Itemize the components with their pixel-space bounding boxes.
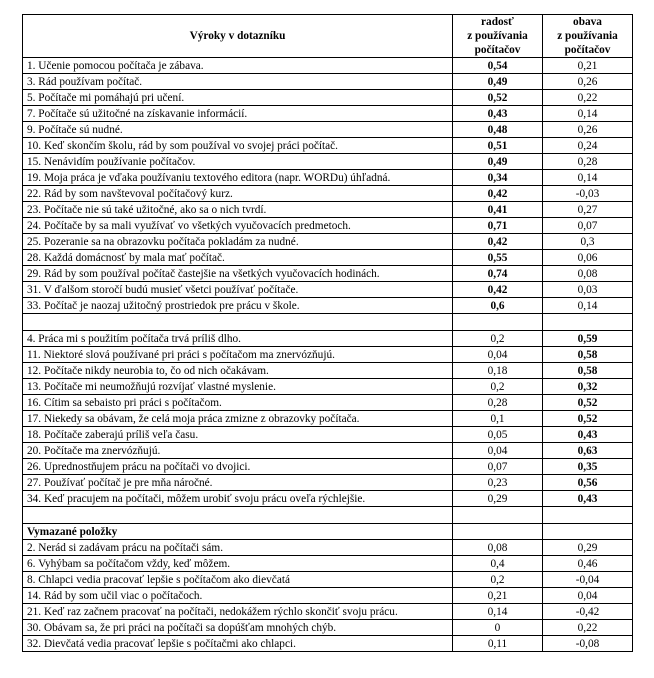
table-row (23, 282, 633, 298)
joy-value-cell: 0,04 (453, 443, 543, 459)
header-fear-line-1: obava (573, 16, 602, 28)
fear-value-cell: 0,22 (543, 90, 633, 106)
joy-value-cell: 0,07 (453, 459, 543, 475)
fear-value-cell: 0,14 (543, 106, 633, 122)
statement-cell: 9. Počítače sú nudné. (23, 122, 453, 138)
spacer-row (23, 314, 633, 331)
joy-value-cell: 0,34 (453, 170, 543, 186)
statement-cell: 29. Rád by som používal počítač častejšie na všetkých vyučovacích hodinách. (23, 266, 453, 282)
statement-cell: 24. Počítače by sa mali využívať vo všetkých vyučovacích predmetoch. (23, 218, 453, 234)
joy-value-cell: 0 (453, 620, 543, 636)
joy-value-cell: 0,51 (453, 138, 543, 154)
statement-cell: 14. Rád by som učil viac o počítačoch. (23, 588, 453, 604)
joy-value-cell: 0,2 (453, 572, 543, 588)
statement-cell: 33. Počítač je naozaj užitočný prostriedok pre prácu v škole. (23, 298, 453, 314)
fear-value-cell: 0,29 (543, 540, 633, 556)
joy-value-cell: 0,04 (453, 347, 543, 363)
joy-value-cell: 0,05 (453, 427, 543, 443)
table-row (23, 604, 633, 620)
statement-cell: 17. Niekedy sa obávam, že celá moja práca zmizne z obrazovky počítača. (23, 411, 453, 427)
table-row (23, 138, 633, 154)
joy-value-cell: 0,11 (453, 636, 543, 652)
statement-cell: 3. Rád používam počítač. (23, 74, 453, 90)
fear-value-cell: 0,26 (543, 122, 633, 138)
table-row (23, 572, 633, 588)
joy-value-cell: 0,42 (453, 234, 543, 250)
fear-value-cell: 0,08 (543, 266, 633, 282)
fear-value-cell: 0,3 (543, 234, 633, 250)
statement-cell: 26. Uprednostňujem prácu na počítači vo dvojici. (23, 459, 453, 475)
fear-value-cell: 0,06 (543, 250, 633, 266)
fear-value-cell: 0,43 (543, 491, 633, 507)
fear-value-cell: 0,26 (543, 74, 633, 90)
table-row (23, 218, 633, 234)
joy-value-cell: 0,1 (453, 411, 543, 427)
fear-value-cell: 0,58 (543, 363, 633, 379)
statement-cell: 28. Každá domácnosť by mala mať počítač. (23, 250, 453, 266)
empty-cell (453, 314, 543, 331)
statement-cell: 15. Nenávidím používanie počítačov. (23, 154, 453, 170)
fear-value-cell: 0,14 (543, 298, 633, 314)
statement-cell: 18. Počítače zaberajú príliš veľa času. (23, 427, 453, 443)
joy-value-cell: 0,74 (453, 266, 543, 282)
table-row (23, 202, 633, 218)
statement-cell: 2. Nerád si zadávam prácu na počítači sám. (23, 540, 453, 556)
table-row (23, 379, 633, 395)
statement-cell: 22. Rád by som navštevoval počítačový kurz. (23, 186, 453, 202)
table-row (23, 475, 633, 491)
removed-section-row (23, 524, 633, 540)
table-row (23, 170, 633, 186)
table-row (23, 331, 633, 347)
table-row (23, 58, 633, 74)
joy-value-cell: 0,43 (453, 106, 543, 122)
statement-cell: 21. Keď raz začnem pracovať na počítači, nedokážem rýchlo skončiť svoju prácu. (23, 604, 453, 620)
table-row (23, 636, 633, 652)
statement-cell: 23. Počítače nie sú také užitočné, ako sa o nich tvrdí. (23, 202, 453, 218)
joy-value-cell: 0,21 (453, 588, 543, 604)
fear-value-cell: 0,24 (543, 138, 633, 154)
statement-cell: 7. Počítače sú užitočné na získavanie informácií. (23, 106, 453, 122)
table-row (23, 363, 633, 379)
table-row (23, 122, 633, 138)
joy-value-cell: 0,48 (453, 122, 543, 138)
table-row (23, 540, 633, 556)
table-row (23, 90, 633, 106)
spacer-row (23, 507, 633, 524)
table-row (23, 186, 633, 202)
statement-cell: 5. Počítače mi pomáhajú pri učení. (23, 90, 453, 106)
fear-value-cell: 0,28 (543, 154, 633, 170)
joy-value-cell: 0,71 (453, 218, 543, 234)
fear-value-cell: 0,63 (543, 443, 633, 459)
fear-value-cell: 0,32 (543, 379, 633, 395)
table-row (23, 250, 633, 266)
statement-cell: 20. Počítače ma znervózňujú. (23, 443, 453, 459)
fear-value-cell: 0,35 (543, 459, 633, 475)
statement-cell: 8. Chlapci vedia pracovať lepšie s počítačom ako dievčatá (23, 572, 453, 588)
table-row (23, 459, 633, 475)
joy-value-cell: 0,23 (453, 475, 543, 491)
table-body (23, 58, 633, 652)
table-row (23, 266, 633, 282)
removed-section-title: Vymazané položky (23, 524, 453, 540)
header-joy-line-1: radosť (481, 16, 514, 28)
header-joy-line-3: počítačov (474, 44, 521, 56)
fear-value-cell: 0,22 (543, 620, 633, 636)
joy-value-cell: 0,42 (453, 282, 543, 298)
table-row (23, 234, 633, 250)
table-row (23, 491, 633, 507)
empty-cell (453, 524, 543, 540)
empty-cell (23, 507, 453, 524)
joy-value-cell: 0,41 (453, 202, 543, 218)
table-row (23, 427, 633, 443)
header-fear-line-2: z používania (557, 30, 618, 42)
joy-value-cell: 0,14 (453, 604, 543, 620)
fear-value-cell: 0,52 (543, 395, 633, 411)
table-row (23, 443, 633, 459)
survey-table (22, 14, 633, 652)
fear-value-cell: 0,59 (543, 331, 633, 347)
statement-cell: 25. Pozeranie sa na obrazovku počítača pokladám za nudné. (23, 234, 453, 250)
statement-cell: 11. Niektoré slová používané pri práci s počítačom ma znervózňujú. (23, 347, 453, 363)
fear-value-cell: 0,58 (543, 347, 633, 363)
fear-value-cell: 0,43 (543, 427, 633, 443)
statement-cell: 32. Dievčatá vedia pracovať lepšie s počítačmi ako chlapci. (23, 636, 453, 652)
statement-cell: 30. Obávam sa, že pri práci na počítači sa dopúšťam mnohých chýb. (23, 620, 453, 636)
joy-value-cell: 0,08 (453, 540, 543, 556)
table-row (23, 347, 633, 363)
table-row (23, 106, 633, 122)
header-fear (543, 15, 633, 58)
statement-cell: 12. Počítače nikdy neurobia to, čo od nich očakávam. (23, 363, 453, 379)
statement-cell: 1. Učenie pomocou počítača je zábava. (23, 58, 453, 74)
table-row (23, 588, 633, 604)
statement-cell: 31. V ďalšom storočí budú musieť všetci používať počítače. (23, 282, 453, 298)
statement-cell: 19. Moja práca je vďaka používaniu textového editora (napr. WORDu) úhľadná. (23, 170, 453, 186)
fear-value-cell: 0,14 (543, 170, 633, 186)
statement-cell: 4. Práca mi s použitím počítača trvá príliš dlho. (23, 331, 453, 347)
joy-value-cell: 0,2 (453, 379, 543, 395)
empty-cell (453, 507, 543, 524)
joy-value-cell: 0,49 (453, 154, 543, 170)
empty-cell (543, 507, 633, 524)
fear-value-cell: 0,07 (543, 218, 633, 234)
fear-value-cell: 0,46 (543, 556, 633, 572)
fear-value-cell: -0,03 (543, 186, 633, 202)
header-fear-line-3: počítačov (564, 44, 611, 56)
joy-value-cell: 0,28 (453, 395, 543, 411)
fear-value-cell: 0,56 (543, 475, 633, 491)
joy-value-cell: 0,29 (453, 491, 543, 507)
fear-value-cell: 0,27 (543, 202, 633, 218)
joy-value-cell: 0,18 (453, 363, 543, 379)
joy-value-cell: 0,49 (453, 74, 543, 90)
joy-value-cell: 0,55 (453, 250, 543, 266)
statement-cell: 27. Používať počítač je pre mňa náročné. (23, 475, 453, 491)
table-row (23, 620, 633, 636)
joy-value-cell: 0,4 (453, 556, 543, 572)
empty-cell (23, 314, 453, 331)
joy-value-cell: 0,54 (453, 58, 543, 74)
fear-value-cell: 0,04 (543, 588, 633, 604)
header-row (23, 15, 633, 58)
statement-cell: 34. Keď pracujem na počítači, môžem urobiť svoju prácu oveľa rýchlejšie. (23, 491, 453, 507)
fear-value-cell: -0,42 (543, 604, 633, 620)
table-row (23, 395, 633, 411)
table-row (23, 411, 633, 427)
empty-cell (543, 314, 633, 331)
joy-value-cell: 0,42 (453, 186, 543, 202)
table-row (23, 298, 633, 314)
fear-value-cell: 0,03 (543, 282, 633, 298)
joy-value-cell: 0,2 (453, 331, 543, 347)
header-joy (453, 15, 543, 58)
fear-value-cell: -0,08 (543, 636, 633, 652)
table-row (23, 556, 633, 572)
table-row (23, 154, 633, 170)
header-statement: Výroky v dotazníku (23, 15, 453, 58)
header-joy-line-2: z používania (467, 30, 528, 42)
statement-cell: 16. Cítim sa sebaisto pri práci s počítačom. (23, 395, 453, 411)
fear-value-cell: -0,04 (543, 572, 633, 588)
joy-value-cell: 0,52 (453, 90, 543, 106)
fear-value-cell: 0,21 (543, 58, 633, 74)
joy-value-cell: 0,6 (453, 298, 543, 314)
statement-cell: 13. Počítače mi neumožňujú rozvíjať vlastné myslenie. (23, 379, 453, 395)
empty-cell (543, 524, 633, 540)
table-row (23, 74, 633, 90)
fear-value-cell: 0,52 (543, 411, 633, 427)
statement-cell: 10. Keď skončím školu, rád by som používal vo svojej práci počítač. (23, 138, 453, 154)
statement-cell: 6. Vyhýbam sa počítačom vždy, keď môžem. (23, 556, 453, 572)
